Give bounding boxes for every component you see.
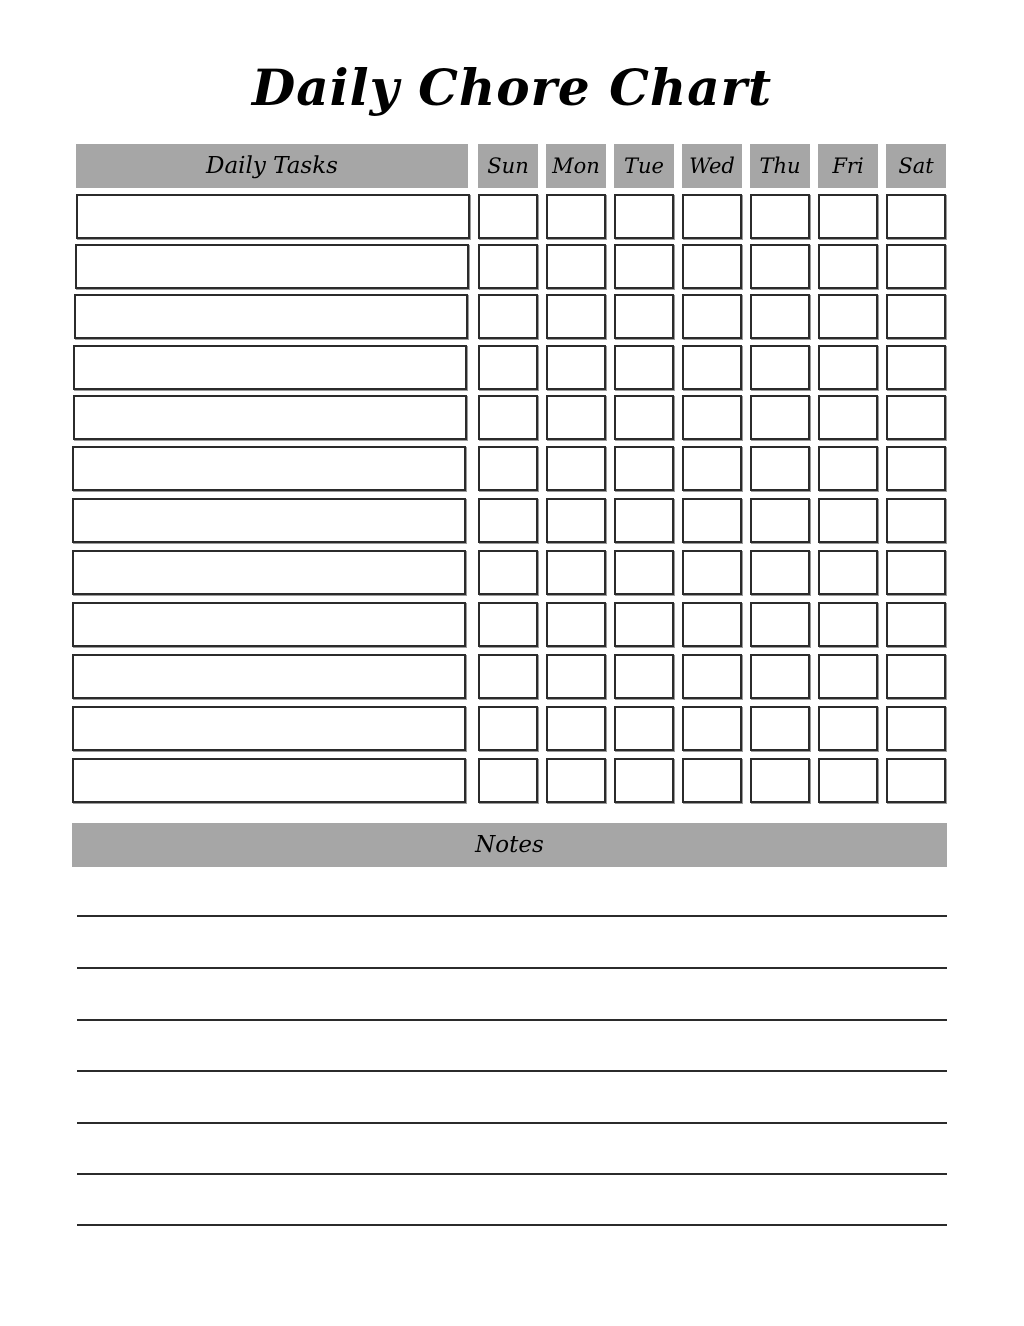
check-box-sat[interactable] <box>886 654 946 699</box>
check-box-wed[interactable] <box>682 498 742 543</box>
check-box-wed[interactable] <box>682 758 742 803</box>
check-box-mon[interactable] <box>546 446 606 491</box>
check-box-thu[interactable] <box>750 758 810 803</box>
notes-header: Notes <box>72 823 947 867</box>
check-box-mon[interactable] <box>546 345 606 390</box>
check-box-sun[interactable] <box>478 244 538 289</box>
check-box-sat[interactable] <box>886 244 946 289</box>
notes-line[interactable] <box>77 1122 947 1124</box>
check-box-tue[interactable] <box>614 345 674 390</box>
task-name-field[interactable] <box>72 550 466 595</box>
check-box-wed[interactable] <box>682 602 742 647</box>
check-box-sun[interactable] <box>478 395 538 440</box>
tasks-header: Daily Tasks <box>76 144 468 188</box>
check-box-fri[interactable] <box>818 395 878 440</box>
notes-line[interactable] <box>77 967 947 969</box>
check-box-thu[interactable] <box>750 446 810 491</box>
check-box-mon[interactable] <box>546 706 606 751</box>
check-box-tue[interactable] <box>614 550 674 595</box>
task-name-field[interactable] <box>72 602 466 647</box>
notes-line[interactable] <box>77 1019 947 1021</box>
check-box-sun[interactable] <box>478 602 538 647</box>
notes-line[interactable] <box>77 1173 947 1175</box>
check-box-fri[interactable] <box>818 706 878 751</box>
day-header-sun: Sun <box>478 144 538 188</box>
check-box-tue[interactable] <box>614 654 674 699</box>
check-box-mon[interactable] <box>546 550 606 595</box>
check-box-mon[interactable] <box>546 602 606 647</box>
notes-line[interactable] <box>77 1070 947 1072</box>
check-box-sat[interactable] <box>886 550 946 595</box>
day-header-sat: Sat <box>886 144 946 188</box>
check-box-tue[interactable] <box>614 194 674 239</box>
task-name-field[interactable] <box>75 244 469 289</box>
check-box-thu[interactable] <box>750 498 810 543</box>
check-box-fri[interactable] <box>818 244 878 289</box>
check-box-sat[interactable] <box>886 345 946 390</box>
task-name-field[interactable] <box>72 654 466 699</box>
day-header-wed: Wed <box>682 144 742 188</box>
check-box-sat[interactable] <box>886 446 946 491</box>
check-box-wed[interactable] <box>682 446 742 491</box>
day-header-mon: Mon <box>546 144 606 188</box>
check-box-fri[interactable] <box>818 602 878 647</box>
check-box-sun[interactable] <box>478 758 538 803</box>
check-box-fri[interactable] <box>818 446 878 491</box>
day-header-thu: Thu <box>750 144 810 188</box>
check-box-sat[interactable] <box>886 395 946 440</box>
check-box-wed[interactable] <box>682 244 742 289</box>
notes-line[interactable] <box>77 1224 947 1226</box>
task-name-field[interactable] <box>72 498 466 543</box>
check-box-thu[interactable] <box>750 345 810 390</box>
check-box-sat[interactable] <box>886 498 946 543</box>
task-name-field[interactable] <box>72 758 466 803</box>
check-box-thu[interactable] <box>750 244 810 289</box>
task-name-field[interactable] <box>73 345 467 390</box>
check-box-sat[interactable] <box>886 706 946 751</box>
check-box-mon[interactable] <box>546 194 606 239</box>
check-box-tue[interactable] <box>614 498 674 543</box>
task-name-field[interactable] <box>72 706 466 751</box>
check-box-sat[interactable] <box>886 758 946 803</box>
check-box-sun[interactable] <box>478 706 538 751</box>
check-box-fri[interactable] <box>818 654 878 699</box>
check-box-tue[interactable] <box>614 758 674 803</box>
check-box-sat[interactable] <box>886 194 946 239</box>
check-box-sun[interactable] <box>478 498 538 543</box>
check-box-wed[interactable] <box>682 194 742 239</box>
check-box-thu[interactable] <box>750 706 810 751</box>
check-box-thu[interactable] <box>750 194 810 239</box>
check-box-thu[interactable] <box>750 395 810 440</box>
check-box-wed[interactable] <box>682 654 742 699</box>
check-box-thu[interactable] <box>750 294 810 339</box>
check-box-mon[interactable] <box>546 654 606 699</box>
check-box-mon[interactable] <box>546 294 606 339</box>
notes-line[interactable] <box>77 915 947 917</box>
day-header-tue: Tue <box>614 144 674 188</box>
check-box-mon[interactable] <box>546 395 606 440</box>
check-box-sun[interactable] <box>478 446 538 491</box>
check-box-tue[interactable] <box>614 244 674 289</box>
check-box-fri[interactable] <box>818 294 878 339</box>
check-box-fri[interactable] <box>818 550 878 595</box>
check-box-wed[interactable] <box>682 345 742 390</box>
check-box-thu[interactable] <box>750 550 810 595</box>
check-box-fri[interactable] <box>818 345 878 390</box>
check-box-wed[interactable] <box>682 294 742 339</box>
check-box-sun[interactable] <box>478 550 538 595</box>
check-box-fri[interactable] <box>818 498 878 543</box>
check-box-fri[interactable] <box>818 194 878 239</box>
check-box-tue[interactable] <box>614 706 674 751</box>
check-box-sun[interactable] <box>478 345 538 390</box>
check-box-sat[interactable] <box>886 602 946 647</box>
check-box-thu[interactable] <box>750 654 810 699</box>
day-header-fri: Fri <box>818 144 878 188</box>
check-box-sun[interactable] <box>478 654 538 699</box>
task-name-field[interactable] <box>72 446 466 491</box>
task-name-field[interactable] <box>76 194 470 239</box>
check-box-wed[interactable] <box>682 395 742 440</box>
check-box-thu[interactable] <box>750 602 810 647</box>
check-box-fri[interactable] <box>818 758 878 803</box>
task-name-field[interactable] <box>73 395 467 440</box>
check-box-sun[interactable] <box>478 194 538 239</box>
check-box-sun[interactable] <box>478 294 538 339</box>
check-box-tue[interactable] <box>614 395 674 440</box>
check-box-mon[interactable] <box>546 244 606 289</box>
check-box-tue[interactable] <box>614 602 674 647</box>
check-box-wed[interactable] <box>682 706 742 751</box>
task-name-field[interactable] <box>74 294 468 339</box>
page-title: Daily Chore Chart <box>251 58 773 117</box>
check-box-mon[interactable] <box>546 758 606 803</box>
check-box-tue[interactable] <box>614 294 674 339</box>
check-box-tue[interactable] <box>614 446 674 491</box>
check-box-mon[interactable] <box>546 498 606 543</box>
check-box-sat[interactable] <box>886 294 946 339</box>
check-box-wed[interactable] <box>682 550 742 595</box>
